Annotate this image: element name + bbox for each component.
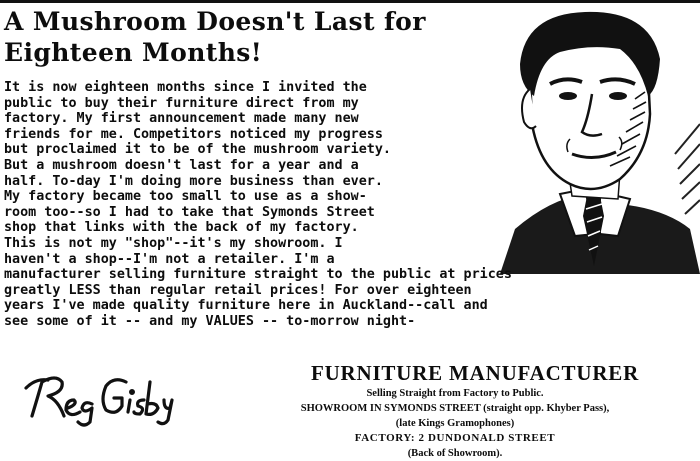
body-line: My factory became too small to use as a show- <box>4 189 367 205</box>
body-line: room too--so I had to take that Symonds Street <box>4 204 375 220</box>
body-line: friends for me. Competitors noticed my progress <box>4 126 383 142</box>
tagline: Selling Straight from Factory to Public. <box>366 388 544 399</box>
advertisement-body-text <box>4 80 680 330</box>
top-border-rule <box>0 0 700 3</box>
body-line: This is not my "shop"--it's my showroom. I <box>4 235 343 251</box>
body-line: but proclaimed it to be of the mushroom variety. <box>4 142 391 158</box>
body-line: years I've made quality furniture here in Auckland--call and <box>4 298 488 314</box>
body-line: half. To-day I'm doing more business than ever. <box>4 173 383 189</box>
advertiser-footer <box>210 360 700 461</box>
body-line: But a mushroom doesn't last for a year and a <box>4 157 359 173</box>
body-line: manufacturer selling furniture straight to the public at prices <box>4 267 512 283</box>
body-line: haven't a shop--I'm not a retailer. I'm a <box>4 251 335 267</box>
showroom-address: SHOWROOM IN SYMONDS STREET (straight opp. Khyber Pass), <box>300 403 610 414</box>
factory-address: FACTORY: 2 DUNDONALD STREET <box>354 432 556 444</box>
headline-line-2: Eighteen Months! <box>4 38 263 67</box>
body-line: greatly LESS than regular retail prices! For over eighteen <box>4 282 472 298</box>
factory-location-note: (Back of Showroom). <box>407 448 503 459</box>
signature-image <box>18 368 183 428</box>
body-line: factory. My first announcement made many new <box>4 111 359 127</box>
body-line: public to buy their furniture direct from my <box>4 95 359 111</box>
headline-line-1: A Mushroom Doesn't Last for <box>4 7 426 36</box>
business-heading: FURNITURE MANUFACTURER <box>310 361 640 385</box>
body-line: see some of it -- and my VALUES -- to-morrow night- <box>4 313 416 329</box>
body-line: It is now eighteen months since I invited the <box>4 80 367 95</box>
headline <box>4 6 514 68</box>
former-tenant-note: (late Kings Gramophones) <box>395 418 515 429</box>
body-line: shop that links with the back of my factory. <box>4 220 359 236</box>
